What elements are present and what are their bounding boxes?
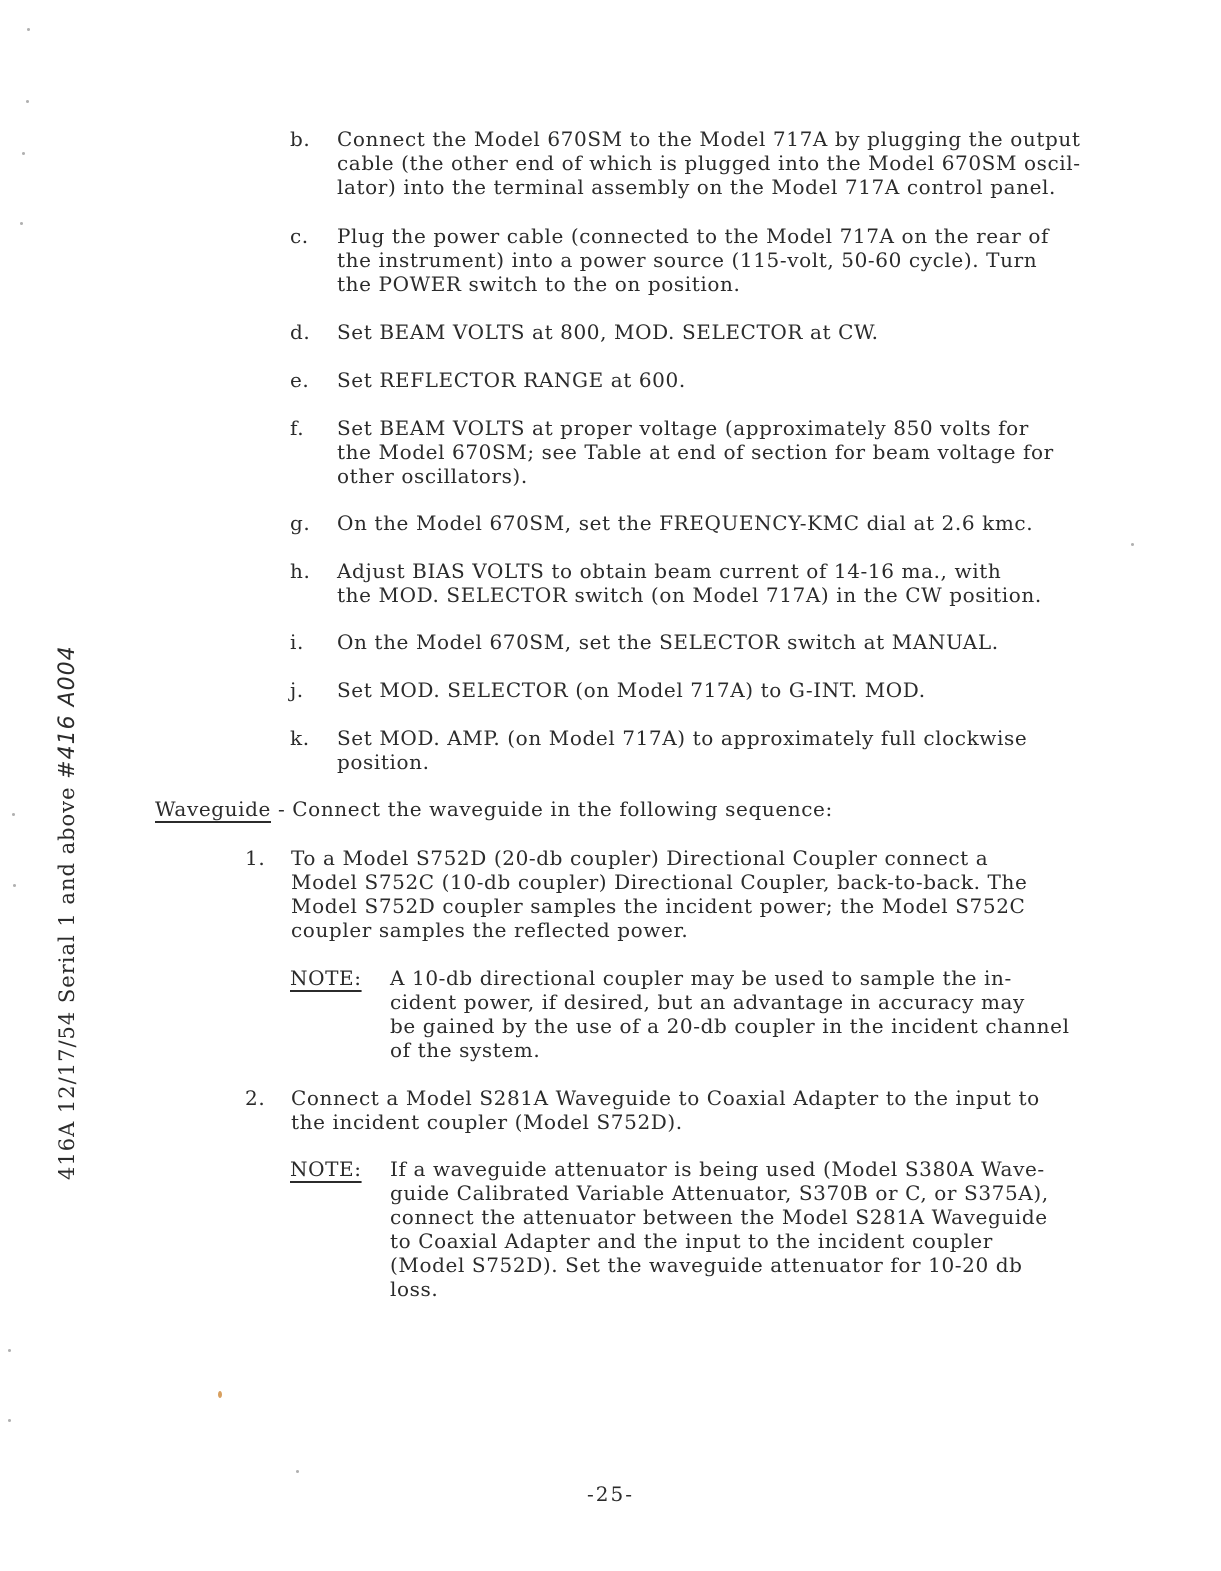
item-number: 2. — [245, 1086, 266, 1110]
step-letter: f. — [290, 416, 305, 440]
step-letter: j. — [290, 678, 304, 702]
scan-speck — [8, 1419, 11, 1422]
scan-speck — [1131, 543, 1134, 546]
item-number: 1. — [245, 846, 266, 870]
step-text: Set MOD. SELECTOR (on Model 717A) to G-INT. MOD. — [337, 678, 926, 702]
note-label: NOTE: — [290, 1157, 362, 1181]
step-letter: k. — [290, 726, 310, 750]
note-text: A 10-db directional coupler may be used to sample the in- cident power, if desired, but an advantage in accuracy may be gained by the use of a 20-db coupler in the incident channel of the system. — [390, 966, 1070, 1062]
step-letter: i. — [290, 630, 304, 654]
scan-speck — [22, 152, 25, 155]
step-letter: c. — [290, 224, 309, 248]
scan-speck — [8, 1349, 11, 1352]
step-text: Set BEAM VOLTS at 800, MOD. SELECTOR at CW. — [337, 320, 879, 344]
margin-annotation — [55, 645, 80, 1180]
item-text: Connect a Model S281A Waveguide to Coaxial Adapter to the input to the incident coupler (Model S752D). — [291, 1086, 1040, 1134]
waveguide-title: Waveguide — [155, 797, 271, 821]
step-text: Adjust BIAS VOLTS to obtain beam current of 14-16 ma., with the MOD. SELECTOR switch (on Model 717A) in the CW position. — [337, 559, 1042, 607]
note-label: NOTE: — [290, 966, 362, 990]
waveguide-heading — [155, 797, 833, 821]
scan-speck — [20, 222, 23, 225]
handwritten-serial: #416 A004 — [55, 645, 80, 779]
step-text: Set REFLECTOR RANGE at 600. — [337, 368, 686, 392]
item-text: To a Model S752D (20-db coupler) Directional Coupler connect a Model S752C (10-db coupler) Directional Coupler, back-to-back. The Model S752D coupler samples the incident power; the Model S752C coupler samples the reflected power. — [291, 846, 1028, 942]
step-letter: g. — [290, 511, 311, 535]
note-text: If a waveguide attenuator is being used (Model S380A Wave- guide Calibrated Variable Attenuator, S370B or C, or S375A), connect the attenuator between the Model S281A Waveguide to Coaxial Adapter and the input to the incident coupler (Model S752D). Set the waveguide attenuator for 10-20 db loss. — [390, 1157, 1049, 1301]
step-text: Set BEAM VOLTS at proper voltage (approximately 850 volts for the Model 670SM; see Table at end of section for beam voltage for other oscillators). — [337, 416, 1054, 488]
scan-speck — [12, 813, 15, 816]
step-letter: e. — [290, 368, 310, 392]
step-text: Set MOD. AMP. (on Model 717A) to approximately full clockwise position. — [337, 726, 1028, 774]
step-text: Connect the Model 670SM to the Model 717A by plugging the output cable (the other end of which is plugged into the Model 670SM oscil- lator) into the terminal assembly on the Model 717A control panel. — [337, 127, 1081, 199]
waveguide-intro: - Connect the waveguide in the following sequence: — [271, 797, 833, 821]
step-text: On the Model 670SM, set the SELECTOR switch at MANUAL. — [337, 630, 999, 654]
step-text: Plug the power cable (connected to the Model 717A on the rear of the instrument) into a power source (115-volt, 50-60 cycle). Turn the POWER switch to the on position. — [337, 224, 1050, 296]
scan-speck — [13, 884, 16, 887]
step-text: On the Model 670SM, set the FREQUENCY-KMC dial at 2.6 kmc. — [337, 511, 1034, 535]
margin-typed-text: 416A 12/17/54 Serial 1 and above — [55, 786, 79, 1180]
scan-speck — [26, 100, 29, 103]
step-letter: d. — [290, 320, 311, 344]
page-number: -25- — [587, 1482, 634, 1506]
step-letter: b. — [290, 127, 311, 151]
scan-speck — [218, 1391, 222, 1398]
step-letter: h. — [290, 559, 311, 583]
scan-speck — [296, 1470, 299, 1473]
scan-speck — [27, 28, 30, 31]
